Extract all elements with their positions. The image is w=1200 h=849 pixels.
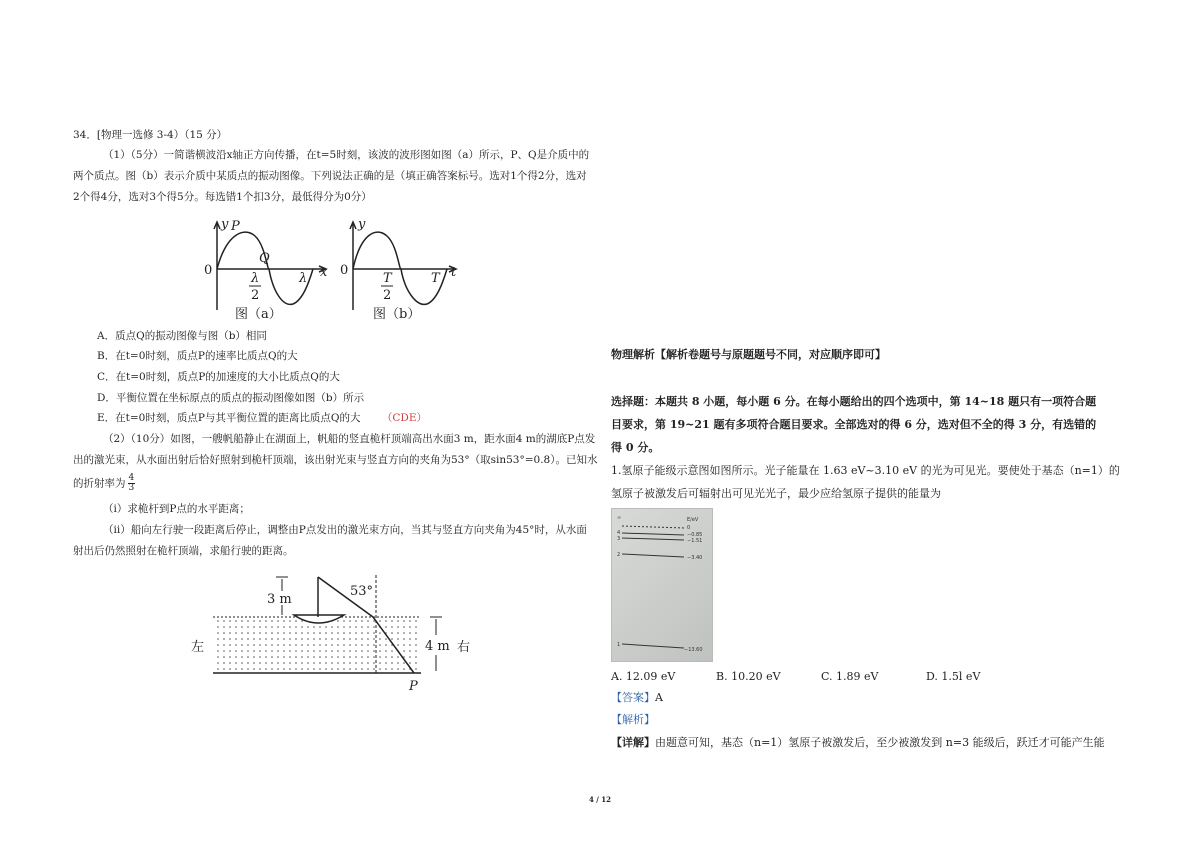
graph-a-half-lambda-den: 2	[251, 288, 260, 303]
sub-question-ii-line-1: （ii）船向左行驶一段距离后停止，调整由P点发出的激光束方向，当其与竖直方向夹角为45°时，从水面	[103, 524, 587, 536]
option-d: D．平衡位置在坐标原点的质点的振动图像如图（b）所示	[97, 392, 365, 404]
part1-answer: （CDE）	[381, 412, 428, 424]
question-heading: 34．[物理一选修 3-4）（15 分）	[73, 129, 228, 141]
graph-a-y-label: y	[221, 217, 229, 232]
left-direction-label: 左	[191, 640, 205, 655]
analysis-title: 物理解析【解析卷题号与原题题号不同，对应顺序即可】	[611, 348, 886, 361]
choice-c: C. 1.89 eV	[821, 670, 879, 683]
part1-line-3: 2个得4分，选对3个得5分。每选错1个扣3分，最低得分为0分）	[73, 191, 372, 203]
level-3: 3	[617, 536, 621, 542]
level-infinity: ∞	[617, 515, 622, 521]
graph-b-origin: 0	[340, 263, 349, 278]
graph-b	[350, 222, 456, 310]
graph-a-half-lambda-num: λ	[251, 271, 260, 286]
choice-b: B. 10.20 eV	[716, 670, 781, 683]
option-e-text: E．在t=0时刻，质点P与其平衡位置的距离比质点Q的大	[97, 412, 361, 424]
graph-b-y-label: y	[358, 217, 366, 232]
graph-b-half-T-num: T	[383, 271, 392, 286]
graph-b-T-label: T	[431, 271, 440, 286]
part2-line-3	[73, 474, 137, 493]
graph-b-caption: 图（b）	[373, 307, 421, 322]
energy-4: −0.85	[687, 532, 703, 538]
choice-d: D. 1.5l eV	[926, 670, 981, 683]
energy-3: −1.51	[687, 538, 703, 544]
graph-a	[214, 222, 326, 310]
option-e	[97, 411, 427, 425]
graph-b-half-T-den: 2	[383, 288, 392, 303]
water-region	[213, 617, 421, 673]
detail-label: 【详解】	[611, 736, 655, 749]
graph-a-origin: 0	[204, 263, 213, 278]
energy-2: −3.40	[687, 555, 703, 561]
option-c: C．在t=0时刻，质点P的加速度的大小比质点Q的大	[97, 371, 340, 383]
intro-line-1: 选择题：本题共 8 小题，每小题 6 分。在每小题给出的四个选项中，第 14~18 题只有一项符合题	[611, 395, 1097, 408]
choice-a: A. 12.09 eV	[611, 670, 676, 683]
level-2: 2	[617, 552, 621, 558]
detail-text: 由题意可知，基态（n=1）氢原子被激发后，至少被激发到 n=3 能级后，跃迁才可能产生能	[655, 736, 1105, 749]
point-p-label: P	[409, 679, 418, 694]
wave-graphs-figure	[195, 212, 485, 327]
energy-infinity: 0	[687, 525, 691, 531]
level-4: 4	[617, 530, 621, 536]
graph-a-lambda-label: λ	[299, 271, 308, 286]
part2-line-1: （2）（10分）如图，一艘帆船静止在湖面上，帆船的竖直桅杆顶端高出水面3 m，距水面4 m的湖底P点发	[103, 433, 596, 445]
answer-line	[611, 691, 663, 705]
analysis-label: 【解析】	[611, 713, 655, 726]
graph-a-caption: 图（a）	[235, 307, 282, 322]
detail-line	[611, 736, 1105, 750]
page-number: 4 / 12	[588, 795, 612, 804]
part2-line-2: 出的激光束，从水面出射后恰好照射到桅杆顶端，该出射光束与竖直方向的夹角为53°（取sin53°=0.8）。已知水	[73, 454, 598, 466]
option-a: A．质点Q的振动图像与图（b）相同	[97, 330, 267, 342]
graph-a-x-label: x	[320, 265, 328, 280]
intro-line-2: 目要求，第 19~21 题有多项符合题目要求。全部选对的得 6 分，选对但不全的得 3 分，有选错的	[611, 418, 1097, 431]
option-b: B．在t=0时刻，质点P的速率比质点Q的大	[97, 350, 298, 362]
q1-line-1: 1.氢原子能级示意图如图所示。光子能量在 1.63 eV~3.10 eV 的光为可见光。要使处于基态（n=1）的	[611, 464, 1120, 477]
intro-line-3: 得 0 分。	[611, 441, 660, 454]
boat-laser-diagram	[180, 565, 480, 700]
answer-label: 【答案】	[611, 691, 655, 704]
answer-value: A	[655, 691, 663, 704]
graph-a-q-label: Q	[259, 251, 270, 266]
level-1: 1	[617, 642, 621, 648]
sub-question-ii-line-2: 射出后仍然照射在桅杆顶端，求船行驶的距离。	[73, 545, 294, 557]
graph-a-p-label: P	[231, 219, 240, 234]
q1-line-2: 氢原子被激发后可辐射出可见光光子，最少应给氢原子提供的能量为	[611, 487, 941, 500]
energy-level-photo	[611, 508, 713, 662]
energy-unit: E/eV	[687, 517, 699, 523]
part1-line-1: （1）（5分）一简谐横波沿x轴正方向传播，在t=5时刻，该波的波形图如图（a）所示，P、Q是介质中的	[103, 149, 590, 161]
right-direction-label: 右	[457, 640, 471, 655]
graph-b-t-label: t	[451, 265, 457, 280]
boat-angle-label: 53°	[350, 584, 374, 599]
refraction-index-fraction: $\frac{4}{3}$	[128, 473, 135, 493]
part2-line-3-prefix: 的折射率为	[73, 477, 126, 490]
energy-1: −13.60	[684, 647, 703, 653]
part1-line-2: 两个质点。图（b）表示介质中某质点的振动图像。下列说法正确的是（填正确答案标号。选对1个得2分，选对	[73, 170, 587, 182]
boat-height-label: 3 m	[267, 592, 292, 607]
boat-depth-label: 4 m	[425, 639, 450, 654]
sub-question-i: （i）求桅杆到P点的水平距离；	[103, 503, 250, 515]
